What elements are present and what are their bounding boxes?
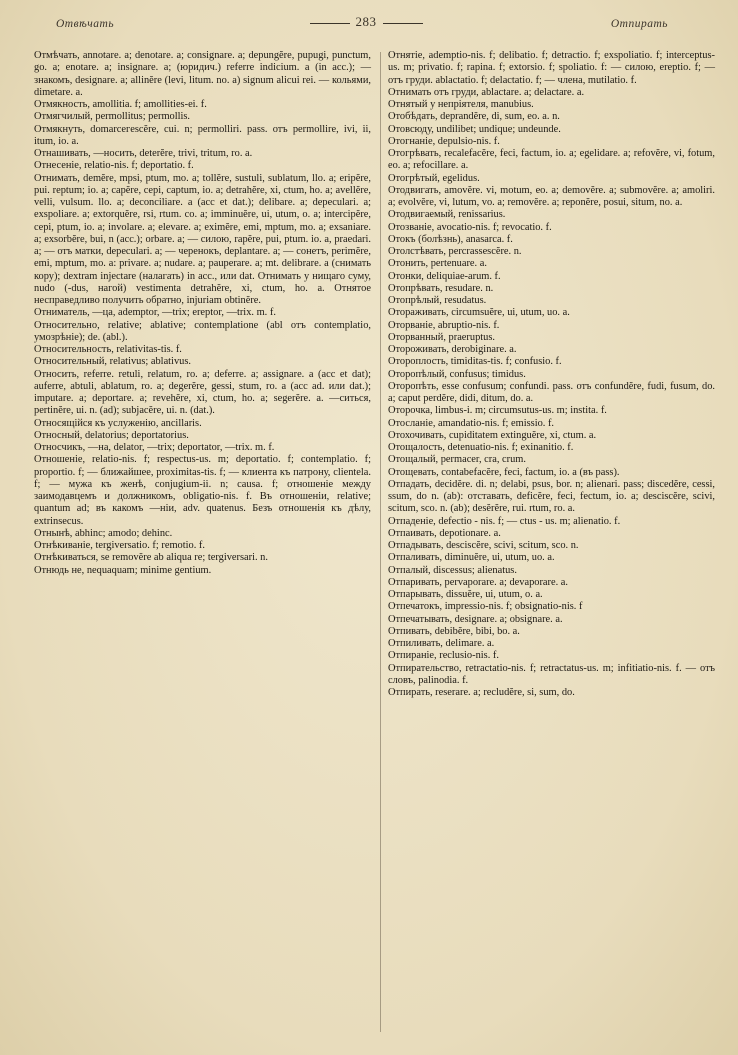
page-number-block xyxy=(34,14,698,30)
left-column xyxy=(34,50,371,577)
dictionary-entry: Относный, delatorius; deportatorius. xyxy=(34,429,189,441)
dictionary-entry: Отпадать, decidĕre. di. n; delabi, psus, bor. n; alienari. pass; discedĕre, cessi, ssum, do n. (ab): отставать, deficĕre, feci, fectum, io. a; descisсĕre, scivi, scitum, sco. n. (ab); desĕrĕre, rui. rtum, ro. a. xyxy=(388,478,715,515)
dictionary-entry: Отогрѣтый, egelidus. xyxy=(388,172,480,184)
dictionary-entry: Отпалый, discessus; alienatus. xyxy=(388,564,517,576)
dictionary-entry: Отозваніе, avocatio-nis. f; revocatio. f. xyxy=(388,221,552,233)
dictionary-entry: Отпивать, debibĕre, bibi, bo. a. xyxy=(388,625,520,637)
column-divider xyxy=(380,52,381,1032)
dictionary-entry: Отпирать, reserare. a; recludĕre, si, sum, do. xyxy=(388,687,575,698)
dictionary-entry: Оторванный, praeruptus. xyxy=(388,331,495,343)
dictionary-entry: Отнимать отъ груди, ablactare. a; delactare. a. xyxy=(388,86,585,98)
dictionary-entry: Отношеніе, relatio-nis. f; respectus-us. m; deportatio. f; contemplatio. f; proportio. f; — ближайшее, proximitas-tis. f; — клиента къ патрону, clientela. f; — мужа къ женѣ, conjugium-ii. n; causa. f; отношеніе между заимодавцемъ и должникомъ, obligatio-nis. f. Въ отношеніи, relative; quantum ad; въ какомъ —ніи, adv. quatenus. Безъ отношенія къ дѣлу, extrinsecus. xyxy=(34,454,371,527)
dictionary-entry: Отниматель, —ца, ademptor, —trix; ereptor, —trix. m. f. xyxy=(34,307,276,319)
dictionary-entry: Относчикъ, —на, delator, —trix; deportator, —trix. m. f. xyxy=(34,442,275,453)
dictionary-entry: Отнятый у непріятеля, manubius. xyxy=(388,99,534,110)
dictionary-entry: Отнашивать, —носить, deterĕre, trivi, tritum, ro. a. xyxy=(34,148,253,159)
dictionary-entry: Отмягчилый, permollitus; permollis. xyxy=(34,111,191,123)
header-left-catchword: Отвѣчать xyxy=(56,18,115,30)
dictionary-entry: Относительность, relativitas-tis. f. xyxy=(34,344,182,355)
dictionary-entry: Отороплость, timiditas-tis. f; confusio. f. xyxy=(388,356,562,368)
dictionary-entry: Относящійся къ услуженію, ancillaris. xyxy=(34,417,202,429)
dictionary-entry: Отопрѣлый, resudatus. xyxy=(388,295,487,306)
dictionary-entry: Отпадывать, descisсĕre, scivi, scitum, sco. n. xyxy=(388,540,579,551)
dictionary-entry: Отпарывать, dissuĕre, ui, utum, o. a. xyxy=(388,589,543,600)
dictionary-entry: Отощевать, contabefacĕre, feci, factum, io. a (въ pass). xyxy=(388,466,620,478)
dictionary-entry: Отодвигаемый, renissarius. xyxy=(388,209,506,221)
dictionary-entry: Отмякнуть, domarceгescĕre, cui. n; permolliri. pass. отъ permollire, ivi, ii, itum, io. a. xyxy=(34,123,371,147)
dictionary-entry: Отнѣкиваніе, tergiversatio. f; remotio. f. xyxy=(34,540,205,551)
dictionary-entry: Оторопѣть, esse confusum; confundi. pass. отъ confundĕre, fudi, fusum, do. a; caput perdĕre, didi, ditum, do. a. xyxy=(388,380,715,404)
header-rule-right xyxy=(383,23,423,24)
dictionary-entry: Отпаривать, pervaporare. a; devaporare. a. xyxy=(388,576,569,588)
dictionary-entry: Отогнаніе, depulsio-nis. f. xyxy=(388,135,500,147)
header-rule-left xyxy=(310,23,350,24)
dictionary-entry: Отпечатывать, designare. a; obsignare. a. xyxy=(388,613,563,625)
dictionary-entry: Отнесеніе, relatio-nis. f; deportatio. f. xyxy=(34,160,194,172)
dictionary-entry: Отогрѣвать, recalefacĕre, feci, factum, io. a; egelidare. a; refovĕre, vi, fotum, eo. a; refocillare. a. xyxy=(388,148,715,172)
dictionary-entry: Отонки, deliquiae-arum. f. xyxy=(388,270,501,282)
dictionary-entry: Отощалый, permacer, cra, crum. xyxy=(388,454,526,466)
dictionary-entry: Отмякность, amollitia. f; amollities-ei. f. xyxy=(34,99,207,110)
header-right-catchword: Отпирать xyxy=(610,18,668,30)
dictionary-entry: Отпаивать, depotionare. a. xyxy=(388,527,501,539)
right-column xyxy=(388,50,715,699)
dictionary-entry: Отмѣчать, annotare. a; denotare. a; consignare. a; depungĕre, pupugi, punctum, go. a; enotare. a; insignare. a; (юридич.) referre indicium. a (in acc.); — знакомъ, designare. a; allinĕre (levi, litum. no. a) signum alicui rei. — кольями, dimetare. a. xyxy=(34,50,371,98)
dictionary-entry: Отнынѣ, abhinc; amodo; dehinc. xyxy=(34,527,173,539)
dictionary-entry: Отобѣдать, deprandĕre, di, sum, eo. a. n. xyxy=(388,111,560,123)
dictionary-entry: Оторопѣлый, confusus; timidus. xyxy=(388,368,526,380)
dictionary-entry: Отосланіе, amandatio-nis. f; emissio. f. xyxy=(388,417,555,429)
dictionary-entry: Отпаденіе, defectio - nis. f; — ctus - us. m; alienatio. f. xyxy=(388,515,621,527)
dictionary-entry: Относительный, relativus; ablativus. xyxy=(34,356,191,368)
dictionary-entry: Оторваніе, abruptio-nis. f. xyxy=(388,319,500,331)
dictionary-entry: Отораживать, circumsuĕre, ui, utum, uo. a. xyxy=(388,307,570,319)
dictionary-entry: Отохочивать, cupiditatem extinguĕre, xi, ctum. a. xyxy=(388,429,597,441)
dictionary-entry: Отнимать, demĕre, mpsi, ptum, mo. a; tollĕre, sustuli, sublatum, llo. a; eripĕre, pui. reptum; io. a; capĕre, cepi, captum, io. a; detrahĕre, xi, ctum, ho. a; avellĕre, velli, vulsum. llo. a; deconciliare. a (acc et dat.); delibare. a; depeculari. a; exspoliare. a; extorquĕre, rsi, rtum. co. a; imminuĕre, ui, utum, o. a; intercipĕre, cepi, ptum, io. a; involare. a; elevare. a; eximĕre, emi, mptum, mo. a; exsaniare. a; exsorbĕre, bui, n (acc.); orbare. a; — силою, rapĕre, pui, ptum. io. a, praedari. a; — отъ матки, depeculari. a; — черенокъ, deplantare. a; — сонетъ, perimĕre, emi, mptum, mo. a: privare. a; nudare. a; pauperare. a; mt. delibrare. a (снимать кору); dextram injectare (налагать) in acc., или dat. Отнимать у нищаго суму, nudo (-dus, нагой) vestimenta detrahĕre, xi, ctum, ho. a. Отнятое несправедливо получить обратно, injuriam obtinĕre. xyxy=(34,172,371,306)
dictionary-entry: Отнѣкиваться, se removĕre ab aliqua re; tergiversari. n. xyxy=(34,552,268,564)
page-number: 283 xyxy=(355,14,377,29)
dictionary-entry: Отовсюду, undilibet; undique; undeunde. xyxy=(388,123,561,135)
dictionary-entry: Отолстѣвать, percrassescĕre. n. xyxy=(388,246,522,257)
dictionary-entry: Отощалость, detenuatio-nis. f; exinanitio. f. xyxy=(388,442,574,453)
dictionary-entry: Отпирательство, retractatio-nis. f; retractatus-us. m; infitiatio-nis. f. — отъ словъ, palinodia. f. xyxy=(388,662,715,686)
dictionary-entry: Отодвигать, amovĕre. vi, motum, eo. a; demovĕre. a; submovĕre. a; amoliri. a; evolvĕre, vi, lutum, vo. a; removĕre. a; reponĕre, posui, situm, no. a. xyxy=(388,184,715,208)
dictionary-entry: Относить, referre. retuli, relatum, ro. a; deferre. a; assignare. a (acc et dat); auferre, abtuli, ablatum, ro. a; degerĕre, gessi, stum, ro. a (acc ad. или dat.); imputare. a; deportare. a; revehĕre, xi, ctum, ho. a; segerĕre. a. —ситься, pertinĕre, ui. n. (ad); subjacĕre, ui. n. (dat.). xyxy=(34,368,371,417)
dictionary-entry: Оторочка, limbus-i. m; circumsutus-us. m; instita. f. xyxy=(388,405,607,417)
dictionary-entry: Отпечатокъ, impressio-nis. f; obsignatio-nis. f xyxy=(388,601,583,613)
dictionary-entry: Относительно, relative; ablative; contemplatione (abl отъ contemplatio, умозрѣніе); de. (abl.). xyxy=(34,319,371,343)
dictionary-entry: Отонить, pertenuare. a. xyxy=(388,258,487,270)
dictionary-entry: Отопрѣвать, resudare. n. xyxy=(388,282,494,294)
dictionary-entry: Отнюдь не, nequaquam; minime gentium. xyxy=(34,564,212,576)
dictionary-entry: Отороживать, derobiginare. a. xyxy=(388,344,517,355)
running-header xyxy=(34,14,698,36)
dictionary-entry: Отокъ (болѣзнь), anasarca. f. xyxy=(388,233,513,245)
dictionary-entry: Отпаливать, diminuĕre, ui, utum, uo. a. xyxy=(388,552,555,564)
dictionary-entry: Отнятіе, ademptio-nis. f; delibatio. f; detractio. f; exspoliatio. f; interceptus-us. m; privatio. f; rapina. f; extorsio. f; spoliatio. f: — силою, ereptio. f; — отъ груди. ablactatio. f; delactatio. f; — члена, mutilatio. f. xyxy=(388,50,715,86)
dictionary-entry: Отпираніе, reclusio-nis. f. xyxy=(388,650,499,662)
dictionary-entry: Отпиливать, delimare. a. xyxy=(388,638,495,649)
